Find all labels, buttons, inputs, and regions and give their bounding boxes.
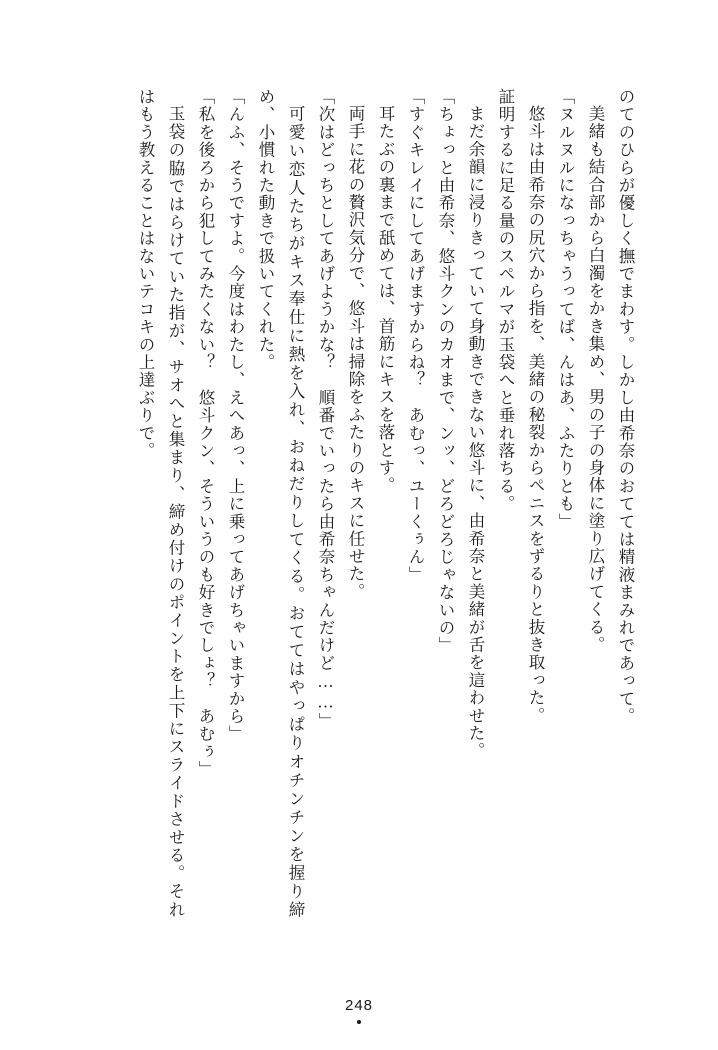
paragraph: まだ余韻に浸りきっていて身動きできない悠斗に、由希奈と美緒が舌を這わせた。 (466, 104, 485, 760)
paragraph: 悠斗は由希奈の尻穴から指を、美緒の秘裂からペニスをずるりと抜き取った。 (526, 104, 545, 724)
paragraph: 「ヌルヌルになっちゃうってば、んはあ、ふたりとも」 (556, 88, 575, 531)
paragraph: 「次はどっちとしてあげようかな？ 順番でいったら由希奈ちゃんだけど……」 (316, 88, 335, 731)
page-body-text (78, 88, 640, 918)
page-footer (0, 997, 718, 1024)
paragraph: 「すぐキレイにしてあげますからね？ あむっ、ユーくぅん」 (406, 88, 425, 584)
paragraph: 「私を後ろから犯してみたくない？ 悠斗クン、そういうのも好きでしょ？ あむぅ」 (196, 88, 215, 779)
paragraph: 証明するに足る量のスペルマが玉袋へと垂れ落ちる。 (496, 88, 515, 513)
paragraph: 「んふ、そうですよ。今度はわたし、えへあっ、上に乗ってあげちゃいますから」 (226, 88, 245, 743)
paragraph: 「ちょっと由希奈、悠斗クンのカオまで、ンッ、どろどろじゃないの」 (436, 88, 455, 655)
footer-dot-ornament (357, 1020, 361, 1024)
paragraph: 両手に花の贅沢気分で、悠斗は掃除をふたりのキスに任せた。 (346, 104, 365, 601)
paragraph: のてのひらが優しく撫でまわす。しかし由希奈のおてては精液まみれであって。 (616, 88, 635, 726)
paragraph: 可愛い恋人たちがキス奉仕に熱を入れ、おねだりしてくる。おててはやっぱりオチンチンを握り締め、小慣れた動きで扱いてくれた。 (256, 88, 305, 918)
paragraph: 玉袋の脇ではらけていた指が、サオへと集まり、締め付けのポイントを上下にスライドさせる。それはもう教えることはないテコキの上達ぶりで。 (136, 88, 185, 918)
paragraph: 耳たぶの裏まで舐めては、首筋にキスを落とす。 (376, 104, 395, 494)
page-number: 248 (344, 997, 374, 1014)
paragraph: 美緒も結合部から白濁をかき集め、男の子の身体に塗り広げてくる。 (586, 104, 605, 654)
